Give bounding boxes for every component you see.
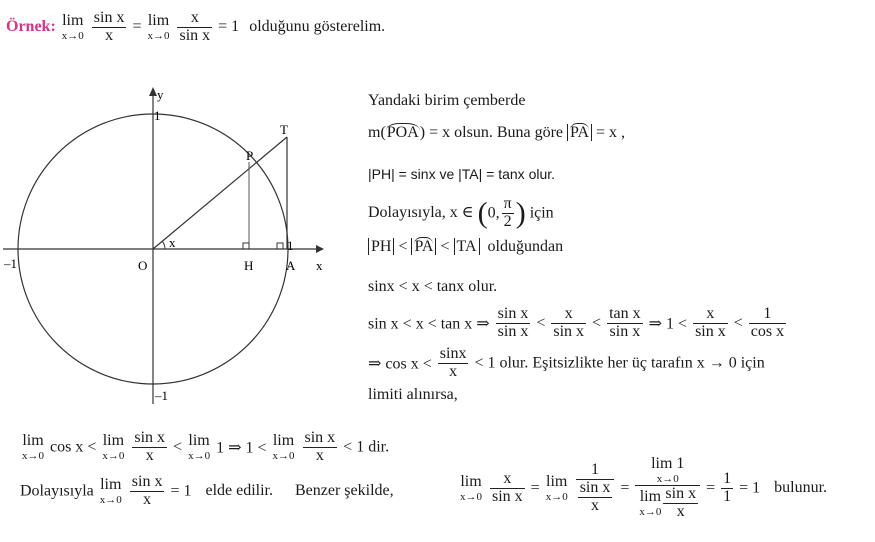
label-T: T bbox=[280, 122, 288, 137]
explanation-line-2: m(POA) = x olsun. Buna göre PA = x , bbox=[368, 124, 626, 141]
unit-circle-figure bbox=[0, 82, 345, 417]
explanation-line-8: ⇒ cos x < $\frac{\sin x}{x}$ < 1 olur. Eşitsizlikte her üç tarafın x → 0 için bbox=[368, 345, 765, 380]
x-axis-label: x bbox=[316, 258, 323, 273]
explanation-line-9: limiti alınırsa, bbox=[368, 386, 458, 403]
explanation-line-3: |PH| = sinx ve |TA| = tanx olur. bbox=[368, 166, 556, 182]
label-angle-x: x bbox=[169, 235, 176, 250]
label-P: P bbox=[246, 148, 254, 163]
bottom-inequality: lim x→0 cos x < lim x→0 $\frac{\text{sin x}}{x}$ < lim x→0 1 ⇒ 1 < lim x→0 $\frac{\text{sin x}}{x}$ < 1 dir. bbox=[22, 429, 390, 464]
explanation-line-1: Yandaki birim çemberde bbox=[368, 92, 526, 109]
line-OT bbox=[153, 137, 287, 249]
explanation-line-5: PH < PA < TA olduğundan bbox=[368, 238, 563, 256]
right-angle-A bbox=[277, 243, 283, 249]
bottom-similar-result: lim x→0 $\frac{x}{\text{sin x}}$ = lim x→0 $\frac{1}{\frac{\text{sin x}}{x}}$ = lim 1 x→0 lim x→0 $\frac{\text{sin x}}{x}$ = $\frac{1}{1}$ = 1 bulunur. bbox=[460, 455, 828, 520]
label-A: A bbox=[286, 258, 296, 273]
explanation-line-7: sin x < x < tan x ⇒ $\frac{\text{sin x}}{\text{sin x}}$ < $\frac{x}{\text{sin x}}$ < $\frac{\text{tan x}}{\text{sin x}}$ ⇒ 1 < $\frac{x}{\text{sin x}}$ < $\frac{1}{\text{cos x}}$ bbox=[368, 305, 785, 340]
right-angle-H bbox=[243, 243, 249, 249]
bottom-conclusion: Dolayısıyla lim x→0 $\frac{\text{sin x}}{x}$ = 1 elde edilir. Benzer şekilde, bbox=[20, 473, 394, 508]
example-header: Örnek: lim x→0 $\frac{\text{sin x}}{x}$ = lim x→0 $\frac{x}{\text{sin x}}$ = 1 olduğunu gösterelim. bbox=[6, 9, 386, 44]
label-one-top: 1 bbox=[154, 108, 161, 123]
explanation-line-6: sinx < x < tanx olur. bbox=[368, 278, 498, 295]
fraction-sinx-over-x: $\frac{\text{sin x}}{x}$ bbox=[93, 9, 125, 44]
label-one-right: 1 bbox=[287, 238, 294, 253]
explanation-line-4: Dolayısıyla, x ∈ (0, $\frac{\pi}{2}$ ) için bbox=[368, 195, 554, 230]
label-minus-one-left: –1 bbox=[4, 256, 17, 271]
fraction-x-over-sinx: $\frac{x}{\text{sin x}}$ bbox=[179, 9, 211, 44]
limit-operator: lim x→0 bbox=[61, 11, 84, 42]
x-axis-arrow bbox=[316, 245, 324, 253]
y-axis-arrow bbox=[149, 87, 157, 96]
example-label: Örnek: bbox=[6, 17, 56, 35]
label-H: H bbox=[244, 258, 254, 273]
limit-operator: lim x→0 bbox=[147, 11, 170, 42]
label-O: O bbox=[138, 258, 148, 273]
y-axis-label: y bbox=[157, 87, 164, 102]
label-minus-one-bottom: –1 bbox=[155, 388, 168, 403]
angle-arc bbox=[162, 241, 165, 249]
